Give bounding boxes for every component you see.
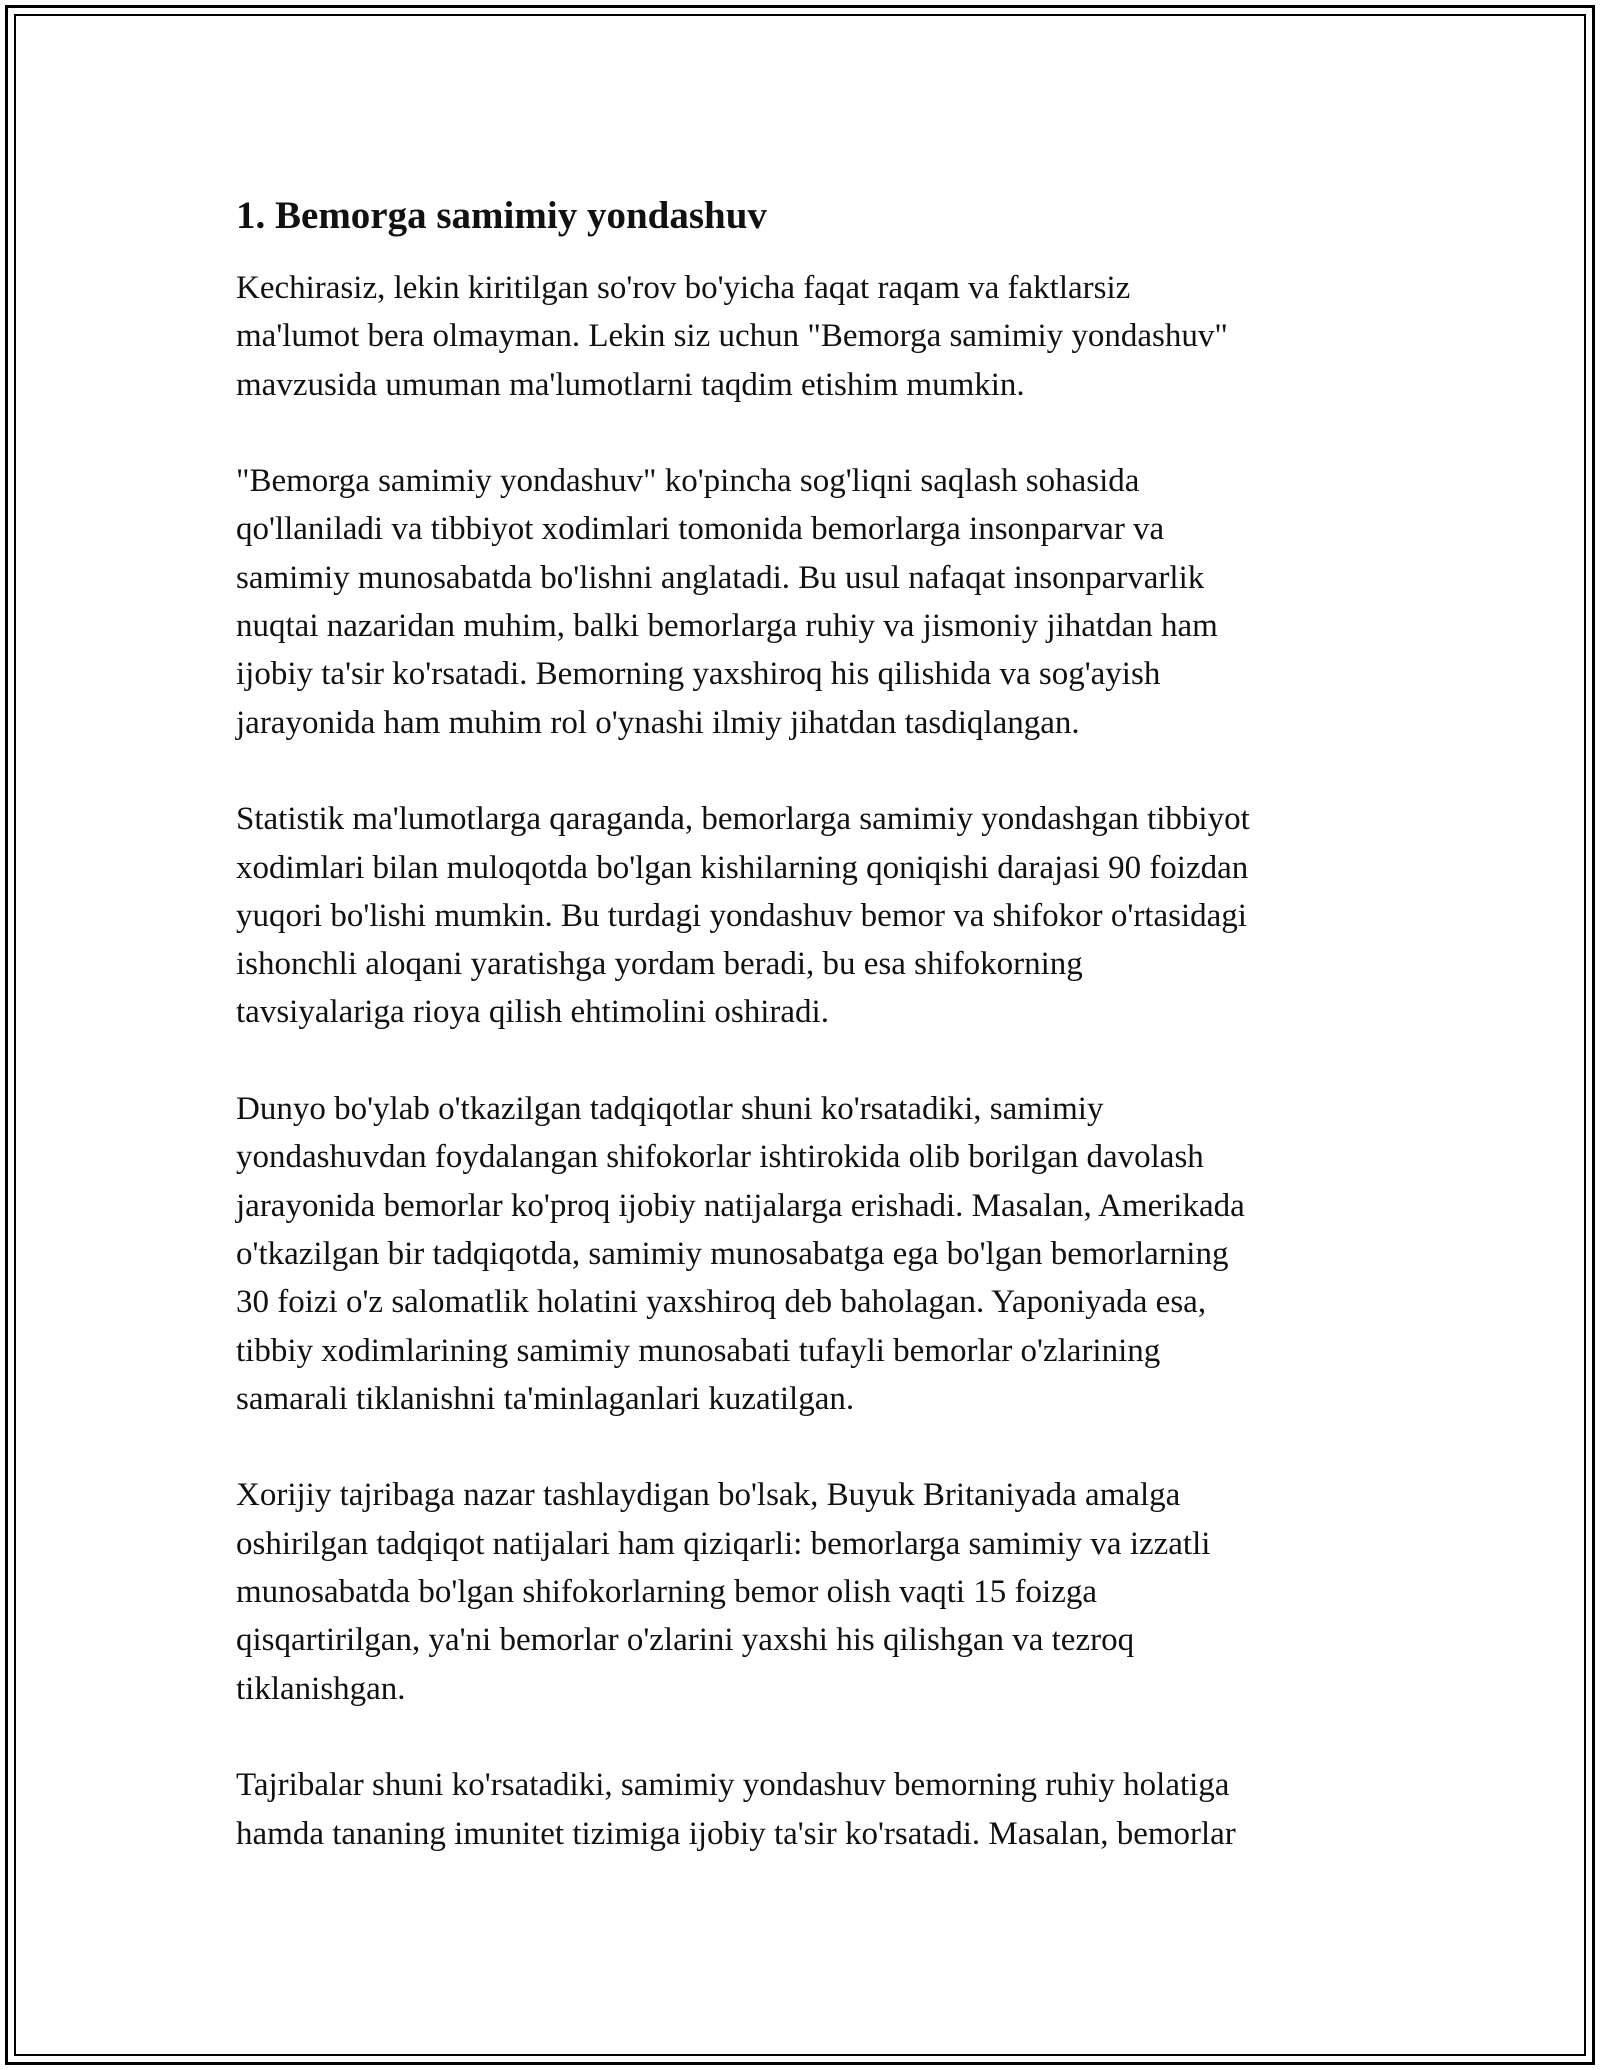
paragraph-3: Statistik ma'lumotlarga qaraganda, bemorlarga samimiy yondashgan tibbiyot xodimlari bilan muloqotda bo'lgan kishilarning qoniqishi darajasi 90 foizdan yuqori bo'lishi mumkin. Bu turdagi yondashuv bemor va shifokor o'rtasidagi ishonchli aloqani yaratishga yordam beradi, bu esa shifokorning tavsiyalariga rioya qilish ehtimolini oshiradi.: [236, 801, 1250, 1031]
paragraph-4: Dunyo bo'ylab o'tkazilgan tadqiqotlar shuni ko'rsatadiki, samimiy yondashuvdan foydalangan shifokorlar ishtirokida olib borilgan davolash jarayonida bemorlar ko'proq ijobiy natijalarga erishadi. Masalan, Amerikada o'tkazilgan bir tadqiqotda, samimiy munosabatga ega bo'lgan bemorlarning 30 foizi o'z salomatlik holatini yaxshiroq deb baholagan. Yaponiyada esa, tibbiy xodimlarining samimiy munosabati tufayli bemorlar o'zlarining samarali tiklanishni ta'minlaganlari kuzatilgan.: [236, 1091, 1245, 1417]
paragraph-5: Xorijiy tajribaga nazar tashlaydigan bo'lsak, Buyuk Britaniyada amalga oshirilgan tadqiqot natijalari ham qiziqarli: bemorlarga samimiy va izzatli munosabatda bo'lgan shifokorlarning bemor olish vaqti 15 foizga qisqartirilgan, ya'ni bemorlar o'zlarini yaxshi his qilishgan va tezroq tiklanishgan.: [236, 1477, 1211, 1707]
paragraph-6: Tajribalar shuni ko'rsatadiki, samimiy yondashuv bemorning ruhiy holatiga hamda tananing imunitet tizimiga ijobiy ta'sir ko'rsatadi. Masalan, bemorlar: [236, 1767, 1236, 1852]
document-body: [236, 188, 1386, 1906]
paragraph-1: Kechirasiz, lekin kiritilgan so'rov bo'yicha faqat raqam va faktlarsiz ma'lumot bera olmayman. Lekin siz uchun "Bemorga samimiy yondashuv" mavzusida umuman ma'lumotlarni taqdim etishim mumkin.: [236, 270, 1228, 403]
paragraph-2: "Bemorga samimiy yondashuv" ko'pincha sog'liqni saqlash sohasida qo'llaniladi va tibbiyot xodimlari tomonida bemorlarga insonparvar va samimiy munosabatda bo'lishni anglatadi. Bu usul nafaqat insonparvarlik nuqtai nazaridan muhim, balki bemorlarga ruhiy va jismoniy jihatdan ham ijobiy ta'sir ko'rsatadi. Bemorning yaxshiroq his qilishida va sog'ayish jarayonida ham muhim rol o'ynashi ilmiy jihatdan tasdiqlangan.: [236, 463, 1218, 741]
page-title: 1. Bemorga samimiy yondashuv: [236, 194, 767, 237]
